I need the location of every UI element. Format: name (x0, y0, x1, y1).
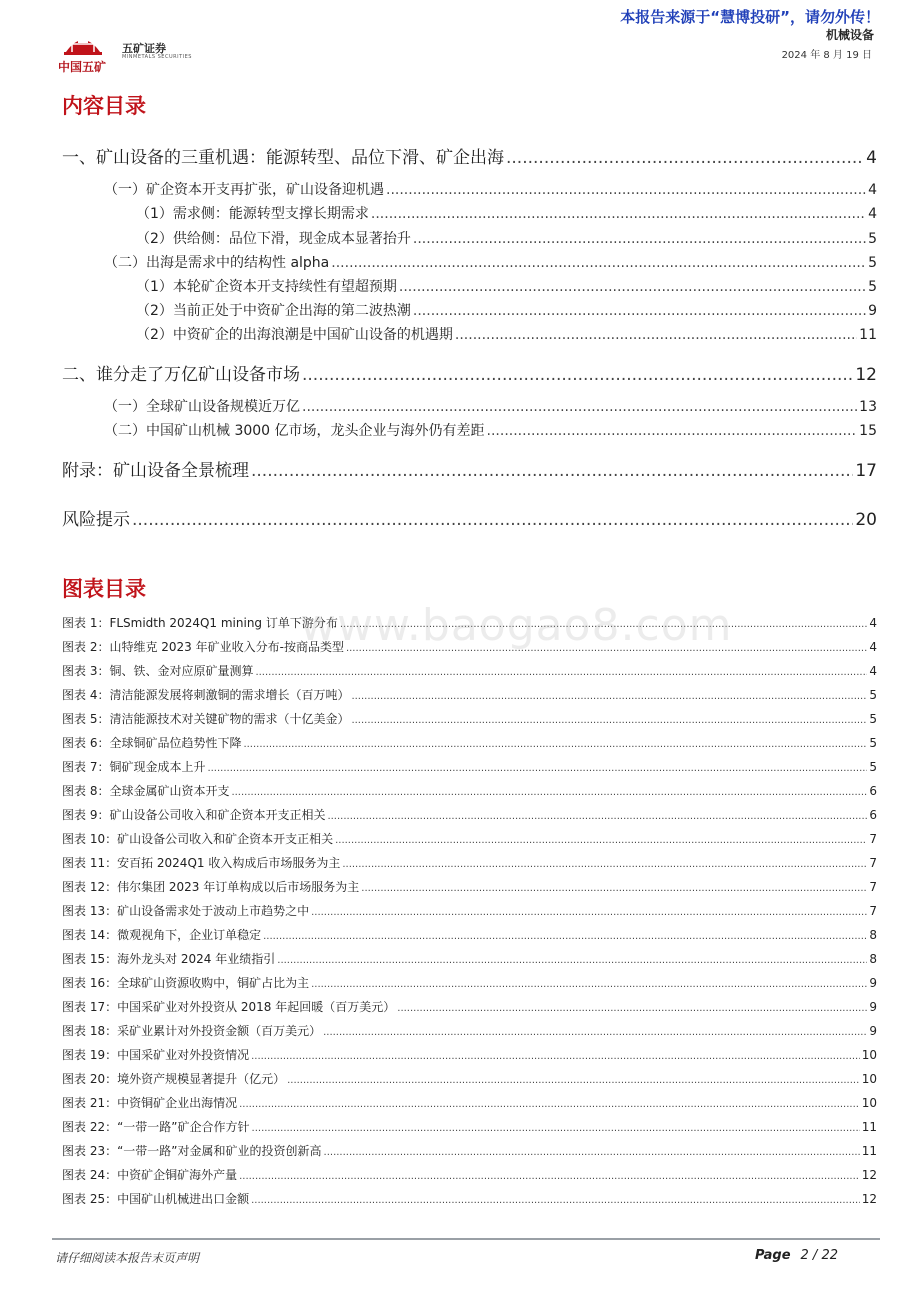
figure-entry[interactable] (62, 1190, 877, 1207)
dot-leader (251, 461, 853, 481)
watermark: www.baogao8.com (300, 600, 733, 651)
figure-entry-page: 12 (861, 1192, 877, 1206)
dot-leader (255, 664, 867, 678)
figure-entry[interactable] (62, 998, 877, 1015)
logo-text: 中国五矿 (58, 60, 107, 74)
dot-leader (302, 365, 853, 385)
footer-page (755, 1248, 838, 1263)
dot-leader (331, 255, 866, 271)
figure-entry[interactable] (62, 1118, 877, 1135)
figure-entry-label: 图表 22：“一带一路”矿企合作方针 (62, 1120, 250, 1134)
toc-entry[interactable] (136, 324, 877, 344)
figure-entry-label: 图表 9：矿山设备公司收入和矿企资本开支正相关 (62, 808, 326, 822)
figure-entry-page: 11 (861, 1120, 877, 1134)
figure-entry-label: 图表 15：海外龙头对 2024 年业绩指引 (62, 952, 276, 966)
figure-entry[interactable] (62, 878, 877, 895)
figure-entry-page: 9 (869, 1000, 877, 1014)
toc-entry-label: 二、谁分走了万亿矿山设备市场 (62, 365, 300, 385)
dot-leader (506, 148, 864, 168)
toc-entry-label: （二）中国矿山机械 3000 亿市场，龙头企业与海外仍有差距 (104, 423, 485, 439)
figure-entry-label: 图表 19：中国采矿业对外投资情况 (62, 1048, 250, 1062)
toc-entry[interactable] (136, 300, 877, 320)
figure-entry-page: 11 (861, 1144, 877, 1158)
toc-entry-label: （1）需求侧：能源转型支撑长期需求 (136, 206, 369, 222)
dot-leader (371, 206, 866, 222)
dot-leader (207, 760, 867, 774)
dot-leader (263, 928, 867, 942)
figure-entry-label: 图表 4：清洁能源发展将刺激铜的需求增长（百万吨） (62, 688, 350, 702)
figure-entry-label: 图表 24：中资矿企铜矿海外产量 (62, 1168, 238, 1182)
toc-entry[interactable] (62, 360, 877, 385)
dot-leader (399, 279, 866, 295)
report-category: 机械设备 (825, 28, 874, 42)
figure-entry-label: 图表 8：全球金属矿山资本开支 (62, 784, 230, 798)
dot-leader (324, 1144, 860, 1158)
dot-leader (413, 231, 866, 247)
toc-title: 内容目录 (62, 94, 146, 118)
toc-entry-page: 13 (859, 399, 877, 415)
dot-leader (487, 423, 858, 439)
figure-entry-label: 图表 2：山特维克 2023 年矿业收入分布-按商品类型 (62, 640, 344, 654)
figure-entry[interactable] (62, 1046, 877, 1063)
brand-subtitle: MINMETALS SECURITIES (122, 54, 192, 60)
dot-leader (239, 1168, 860, 1182)
figure-entry-page: 7 (869, 832, 877, 846)
figure-entry[interactable] (62, 734, 877, 751)
footer-divider (52, 1238, 880, 1240)
figure-entry-page: 5 (869, 736, 877, 750)
dot-leader (351, 688, 867, 702)
figure-entry-page: 5 (869, 760, 877, 774)
figure-entry[interactable] (62, 710, 877, 727)
figure-entry-label: 图表 21：中资铜矿企业出海情况 (62, 1096, 238, 1110)
figure-entry-label: 图表 25：中国矿山机械进出口金额 (62, 1192, 250, 1206)
figure-entry[interactable] (62, 974, 877, 991)
dot-leader (277, 952, 867, 966)
figure-entry[interactable] (62, 926, 877, 943)
figure-entry-label: 图表 18：采矿业累计对外投资金额（百万美元） (62, 1024, 322, 1038)
figure-entry[interactable] (62, 902, 877, 919)
minmetals-emblem-icon (58, 30, 108, 60)
figure-entry-label: 图表 13：矿山设备需求处于波动上市趋势之中 (62, 904, 310, 918)
figure-entry-page: 10 (861, 1048, 877, 1062)
toc-entry-label: 风险提示 (62, 510, 130, 530)
dot-leader (132, 510, 853, 530)
toc-entry-label: （二）出海是需求中的结构性 alpha (104, 255, 330, 271)
figure-entry-label: 图表 1：FLSmidth 2024Q1 mining 订单下游分布 (62, 616, 338, 630)
figures-title: 图表目录 (62, 577, 146, 601)
toc-entry-page: 4 (866, 148, 877, 168)
toc-entry-label: （1）本轮矿企资本开支持续性有望超预期 (136, 279, 397, 295)
figure-entry[interactable] (62, 1094, 877, 1111)
toc-entry-page: 9 (868, 303, 877, 319)
toc-entry-label: 附录：矿山设备全景梳理 (62, 461, 249, 481)
toc-entry[interactable] (104, 179, 877, 199)
toc-entry[interactable] (62, 456, 877, 481)
figure-entry[interactable] (62, 830, 877, 847)
source-banner: 本报告来源于“慧博投研”，请勿外传！ (620, 8, 880, 26)
figure-entry-page: 9 (869, 976, 877, 990)
toc-entry[interactable] (104, 252, 877, 272)
figure-entry-page: 10 (861, 1072, 877, 1086)
dot-leader (386, 182, 866, 198)
figure-entry-page: 10 (861, 1096, 877, 1110)
figure-entry-page: 7 (869, 856, 877, 870)
toc-entry-label: （2）当前正处于中资矿企出海的第二波热潮 (136, 303, 411, 319)
figure-entry[interactable] (62, 662, 877, 679)
toc-entry[interactable] (136, 228, 877, 248)
figure-entry-page: 7 (869, 904, 877, 918)
page-number: 2 / 22 (800, 1248, 838, 1263)
dot-leader (397, 1000, 867, 1014)
figure-entry-page: 4 (869, 664, 877, 678)
dot-leader (251, 1048, 860, 1062)
dot-leader (311, 976, 867, 990)
figure-entry-page: 8 (869, 928, 877, 942)
toc-entry[interactable] (104, 396, 877, 416)
figure-entry-label: 图表 5：清洁能源技术对关键矿物的需求（十亿美金） (62, 712, 350, 726)
figure-entry-page: 6 (869, 808, 877, 822)
dot-leader (287, 1072, 860, 1086)
figure-entry-label: 图表 16：全球矿山资源收购中，铜矿占比为主 (62, 976, 310, 990)
figure-entry-label: 图表 12：伟尔集团 2023 年订单构成以后市场服务为主 (62, 880, 360, 894)
dot-leader (327, 808, 867, 822)
figure-entry-page: 7 (869, 880, 877, 894)
figure-entry-label: 图表 3：铜、铁、金对应原矿量测算 (62, 664, 254, 678)
figure-entry-page: 8 (869, 952, 877, 966)
figure-entry[interactable] (62, 1166, 877, 1183)
dot-leader (335, 832, 867, 846)
figure-entry-label: 图表 23：“一带一路”对金属和矿业的投资创新高 (62, 1144, 322, 1158)
page-label: Page (754, 1248, 791, 1263)
figure-entry-label: 图表 11：安百拓 2024Q1 收入构成后市场服务为主 (62, 856, 341, 870)
toc-entry-page: 20 (855, 510, 877, 530)
figure-entry-page: 5 (869, 688, 877, 702)
figure-entry-label: 图表 20：境外资产规模显著提升（亿元） (62, 1072, 286, 1086)
toc-entry-label: （2）供给侧：品位下滑，现金成本显著抬升 (136, 231, 411, 247)
figure-entry-label: 图表 6：全球铜矿品位趋势性下降 (62, 736, 242, 750)
toc-entry-page: 4 (868, 206, 877, 222)
toc-entry-label: （一）矿企资本开支再扩张，矿山设备迎机遇 (104, 182, 384, 198)
toc-entry-page: 11 (859, 327, 877, 343)
toc-entry-label: 一、矿山设备的三重机遇：能源转型、品位下滑、矿企出海 (62, 148, 504, 168)
brand-name: 五矿证券 (122, 42, 166, 55)
figure-entry-label: 图表 14：微观视角下，企业订单稳定 (62, 928, 262, 942)
dot-leader (351, 712, 867, 726)
toc-entry-page: 12 (855, 365, 877, 385)
figure-entry[interactable] (62, 806, 877, 823)
figure-entry-label: 图表 17：中国采矿业对外投资从 2018 年起回暖（百万美元） (62, 1000, 396, 1014)
toc-entry[interactable] (136, 203, 877, 223)
toc-entry-page: 5 (868, 255, 877, 271)
dot-leader (251, 1192, 860, 1206)
figure-entry[interactable] (62, 1022, 877, 1039)
dot-leader (302, 399, 857, 415)
dot-leader (361, 880, 867, 894)
footer-disclaimer: 请仔细阅读本报告末页声明 (55, 1251, 200, 1265)
dot-leader (342, 856, 867, 870)
dot-leader (243, 736, 867, 750)
dot-leader (231, 784, 867, 798)
figure-entry[interactable] (62, 1070, 877, 1087)
toc-entry[interactable] (104, 420, 877, 440)
dot-leader (311, 904, 867, 918)
toc-entry[interactable] (62, 505, 877, 530)
figure-entry[interactable] (62, 758, 877, 775)
figure-entry-label: 图表 10：矿山设备公司收入和矿企资本开支正相关 (62, 832, 334, 846)
toc-entry-label: （一）全球矿山设备规模近万亿 (104, 399, 300, 415)
toc-entry-page: 5 (868, 231, 877, 247)
toc-entry-page: 17 (855, 461, 877, 481)
figure-entry-page: 4 (869, 640, 877, 654)
figure-entry-page: 12 (861, 1168, 877, 1182)
toc-entry-page: 15 (859, 423, 877, 439)
toc-entry-label: （2）中资矿企的出海浪潮是中国矿山设备的机遇期 (136, 327, 453, 343)
dot-leader (239, 1096, 860, 1110)
dot-leader (455, 327, 857, 343)
figure-entry[interactable] (62, 782, 877, 799)
report-date: 2024 年 8 月 19 日 (781, 50, 872, 61)
figure-entry[interactable] (62, 686, 877, 703)
figure-entry-page: 9 (869, 1024, 877, 1038)
toc-entry[interactable] (136, 276, 877, 296)
figure-entry-label: 图表 7：铜矿现金成本上升 (62, 760, 206, 774)
figure-entry[interactable] (62, 1142, 877, 1159)
dot-leader (252, 1120, 860, 1134)
toc-entry[interactable] (62, 143, 877, 168)
figure-entry-page: 4 (869, 616, 877, 630)
toc-entry-page: 5 (868, 279, 877, 295)
dot-leader (323, 1024, 867, 1038)
figure-entry-page: 6 (869, 784, 877, 798)
figure-entry[interactable] (62, 854, 877, 871)
toc-entry-page: 4 (868, 182, 877, 198)
dot-leader (413, 303, 866, 319)
figure-entry-page: 5 (869, 712, 877, 726)
figure-entry[interactable] (62, 950, 877, 967)
